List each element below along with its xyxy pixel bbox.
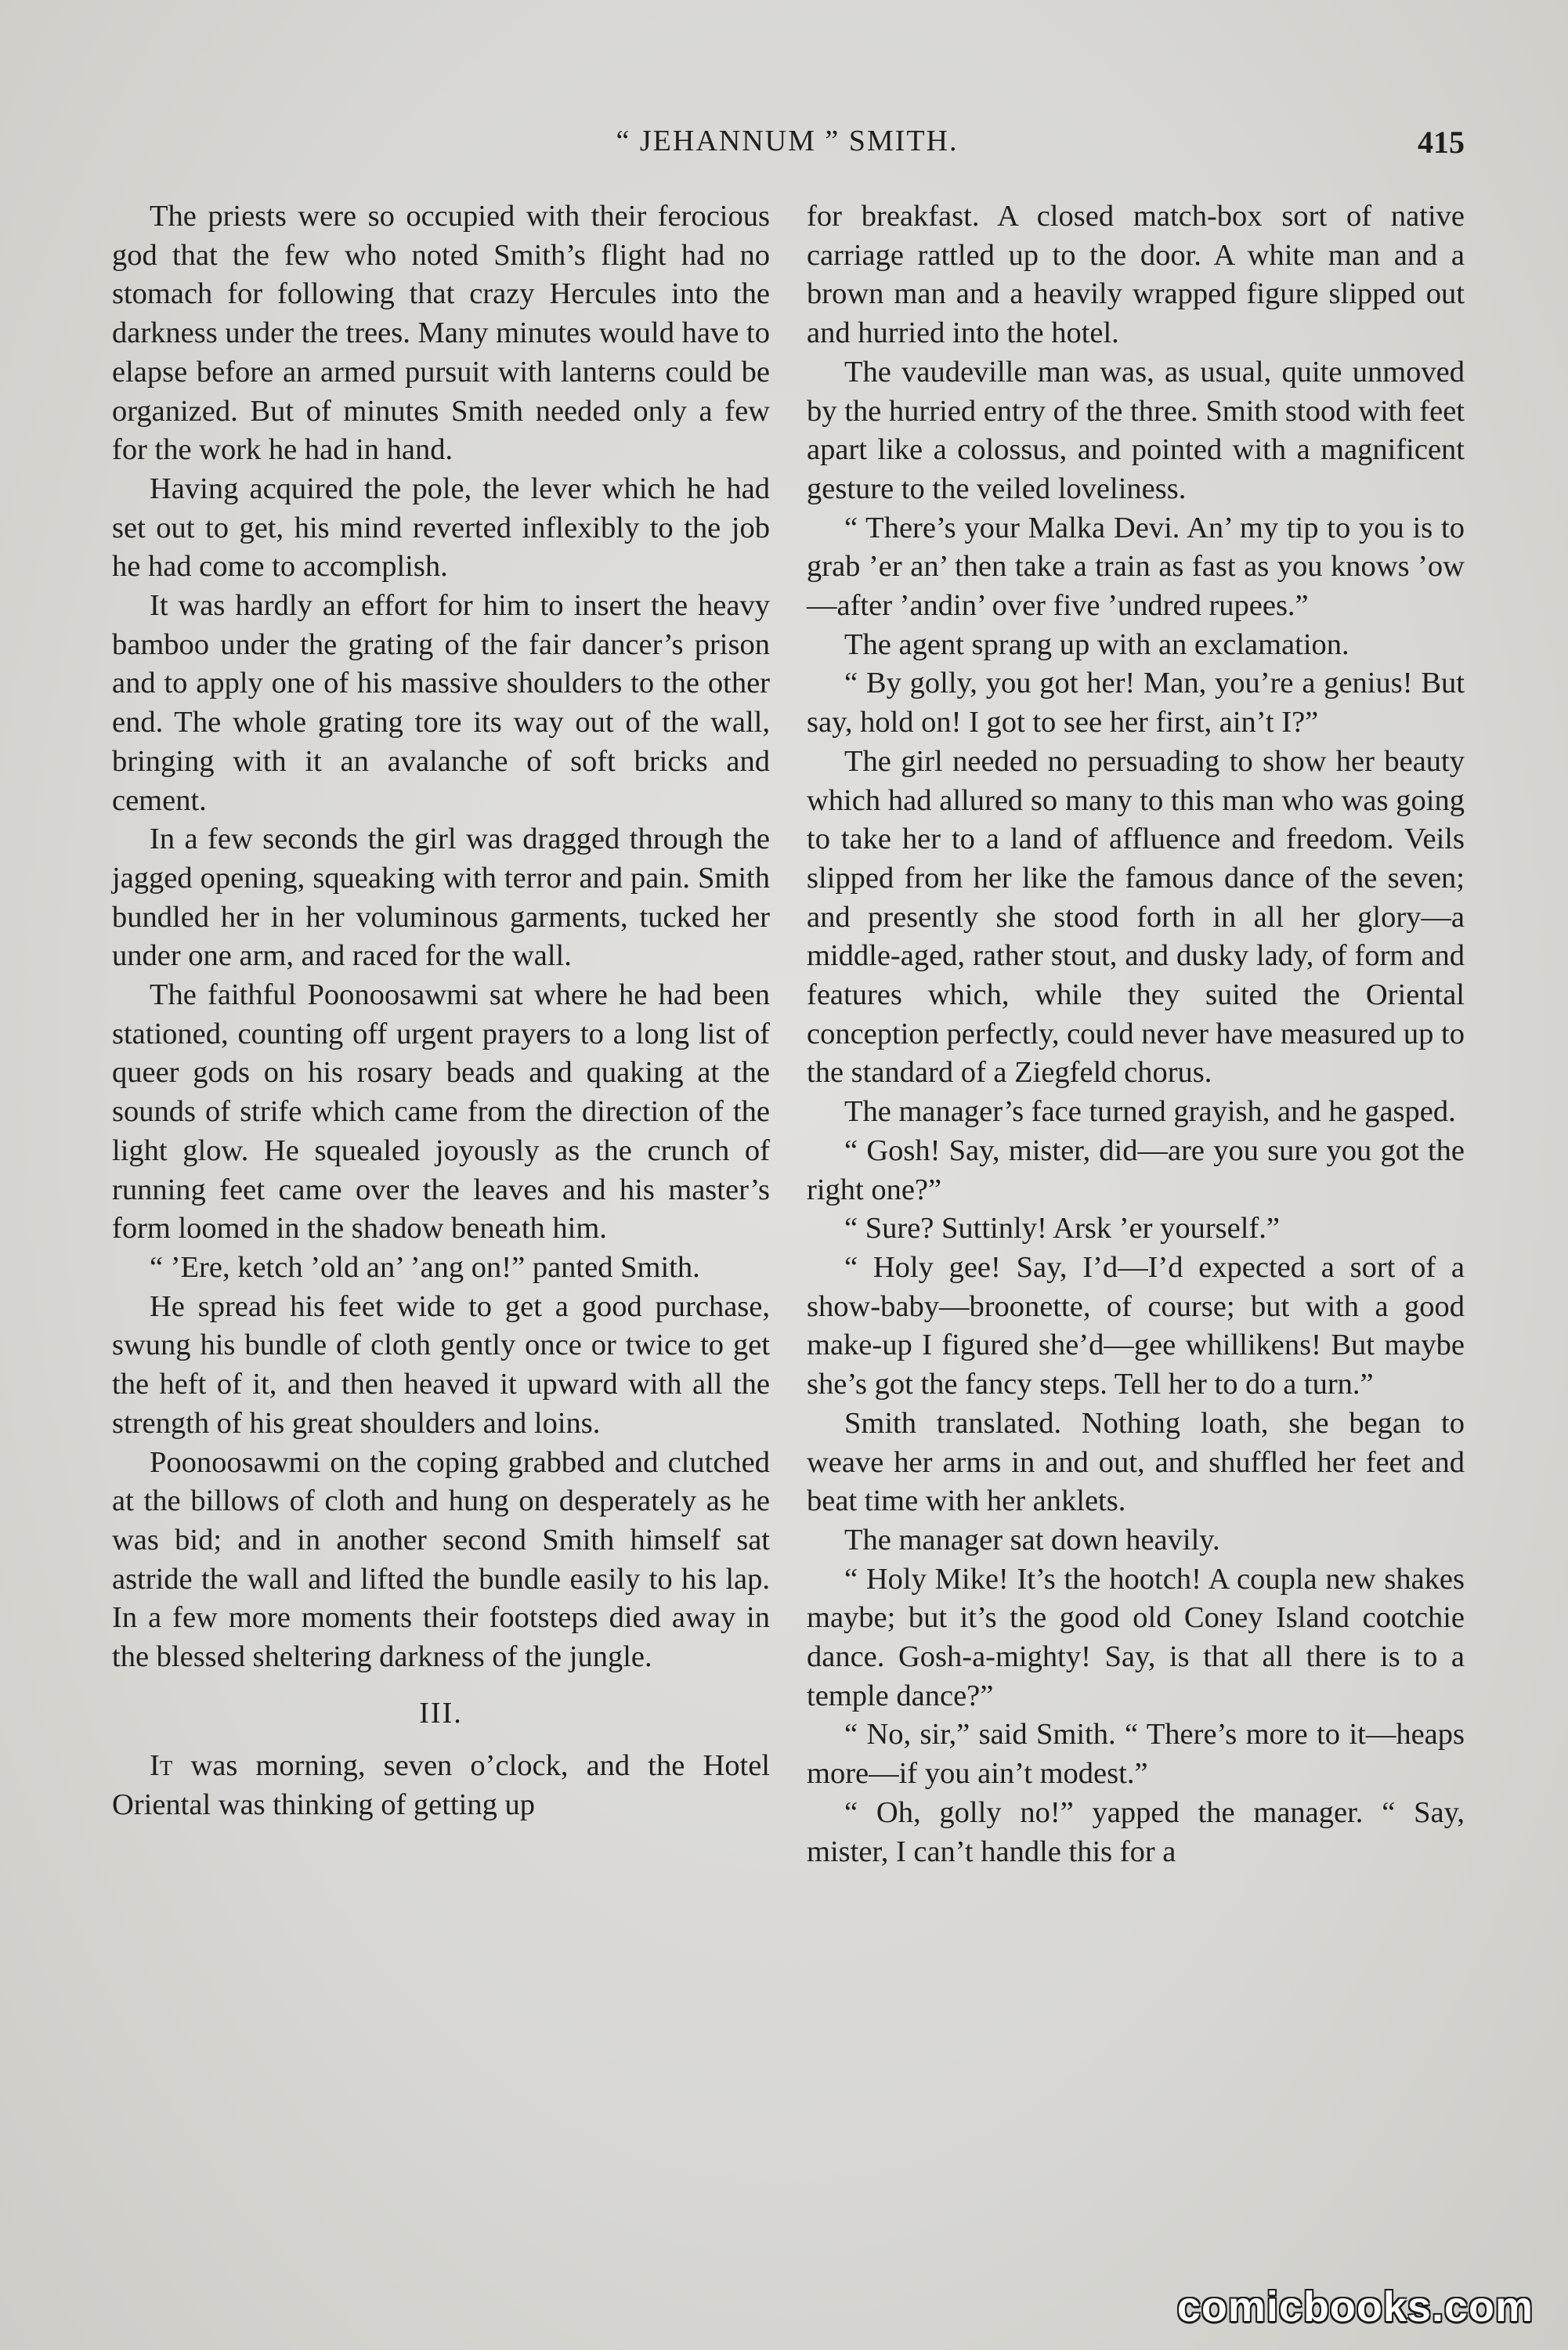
section-opening-word: It	[150, 1749, 173, 1783]
section-opening-paragraph	[112, 1747, 770, 1824]
paragraph: The manager sat down heavily.	[844, 1523, 1220, 1556]
paragraph: The vaudeville man was, as usual, quite unmoved by the hurried entry of the three. Smith stood with feet apart like a colossus, and pointed with a magnificent gesture to the veiled loveliness.	[807, 355, 1465, 505]
paragraph: “ By golly, you got her! Man, you’re a genius! But say, hold on! I got to see her first, ain’t I?”	[807, 667, 1465, 739]
paragraph: Having acquired the pole, the lever which he had set out to get, his mind reverted inflexibly to the job he had come to accomplish.	[112, 472, 770, 584]
paragraph: It was hardly an effort for him to insert the heavy bamboo under the grating of the fair dancer’s prison and to apply one of his massive shoulders to the other end. The whole grating tore its way out of the wall, bringing with it an avalanche of soft bricks and cement.	[112, 589, 770, 817]
paragraph: “ Oh, golly no!” yapped the manager. “ Say, mister, I can’t handle this for a	[807, 1795, 1465, 1868]
section-heading: III.	[419, 1696, 463, 1730]
paragraph: “ Holy gee! Say, I’d—I’d expected a sort of a show-baby—broonette, of course; but with a good make-up I figured she’d—gee whillikens! But maybe she’s got the fancy steps. Tell her to do a turn.”	[807, 1250, 1465, 1401]
paragraph: In a few seconds the girl was dragged through the jagged opening, squeaking with terror and pain. Smith bundled her in her voluminous garments, tucked her under one arm, and raced for the wall.	[112, 822, 770, 973]
paragraph: The manager’s face turned grayish, and he gasped.	[844, 1095, 1456, 1129]
paragraph: “ Holy Mike! It’s the hootch! A coupla new shakes maybe; but it’s the good old Coney Island cootchie dance. Gosh-a-mighty! Say, is that all there is to a temple dance?”	[807, 1562, 1465, 1712]
paragraph: Smith translated. Nothing loath, she began to weave her arms in and out, and shuffled her feet and beat time with her anklets.	[807, 1406, 1465, 1518]
paragraph: He spread his feet wide to get a good purchase, swung his bundle of cloth gently once or twice to get the heft of it, and then heaved it upward with all the strength of his great shoulders and loins.	[112, 1289, 770, 1440]
paragraph: The priests were so occupied with their ferocious god that the few who noted Smith’s flight had no stomach for following that crazy Hercules into the darkness under the trees. Many minutes would have to elapse before an armed pursuit with lanterns could be organized. But of minutes Smith needed only a few for the work he had in hand.	[112, 200, 770, 467]
continued-paragraph: for breakfast. A closed match-box sort of native carriage rattled up to the door. A white man and a brown man and a heavily wrapped figure slipped out and hurried into the hotel.	[807, 200, 1465, 350]
paragraph: “ No, sir,” said Smith. “ There’s more to it—heaps more—if you ain’t modest.”	[807, 1718, 1465, 1791]
watermark-logo: comicbooks.com	[1176, 2283, 1534, 2330]
page-number: 415	[1418, 125, 1465, 160]
paragraph: “ ’Ere, ketch ’old an’ ’ang on!” panted Smith.	[150, 1250, 700, 1284]
paragraph: The girl needed no persuading to show her beauty which had allured so many to this man who was going to take her to a land of affluence and freedom. Veils slipped from her like the famous dance of the seven; and presently she stood forth in all her glory—a middle-aged, rather stout, and dusky lady, of form and features which, while they suited the Oriental conception perfectly, could never have measured up to the standard of a Ziegfeld chorus.	[807, 744, 1465, 1090]
paragraph: “ Gosh! Say, mister, did—are you sure you got the right one?”	[807, 1133, 1465, 1206]
paragraph: Poonoosawmi on the coping grabbed and clutched at the billows of cloth and hung on desperately as he was bid; and in another second Smith himself sat astride the wall and lifted the bundle easily to his lap. In a few more moments their footsteps died away in the blessed sheltering darkness of the jungle.	[112, 1445, 770, 1674]
section-opening-text: was morning, seven o’clock, and the Hotel Oriental was thinking of getting up	[112, 1749, 770, 1822]
running-title: “ JEHANNUM ” SMITH.	[616, 125, 959, 157]
left-column	[112, 197, 770, 1825]
paragraph: “ Sure? Suttinly! Arsk ’er yourself.”	[844, 1212, 1280, 1246]
paragraph: “ There’s your Malka Devi. An’ my tip to you is to grab ’er an’ then take a train as fast as you knows ’ow—after ’andin’ over five ’undred rupees.”	[807, 511, 1465, 623]
paragraph: The agent sprang up with an exclamation.	[844, 627, 1349, 661]
page-header	[110, 124, 1465, 171]
paragraph: The faithful Poonoosawmi sat where he had been stationed, counting off urgent prayers to a long list of queer gods on his rosary beads and quaking at the sounds of strife which came from the direction of the light glow. He squealed joyously as the crunch of running feet came over the leaves and his master’s form loomed in the shadow beneath him.	[112, 978, 770, 1246]
right-column	[807, 197, 1465, 1871]
